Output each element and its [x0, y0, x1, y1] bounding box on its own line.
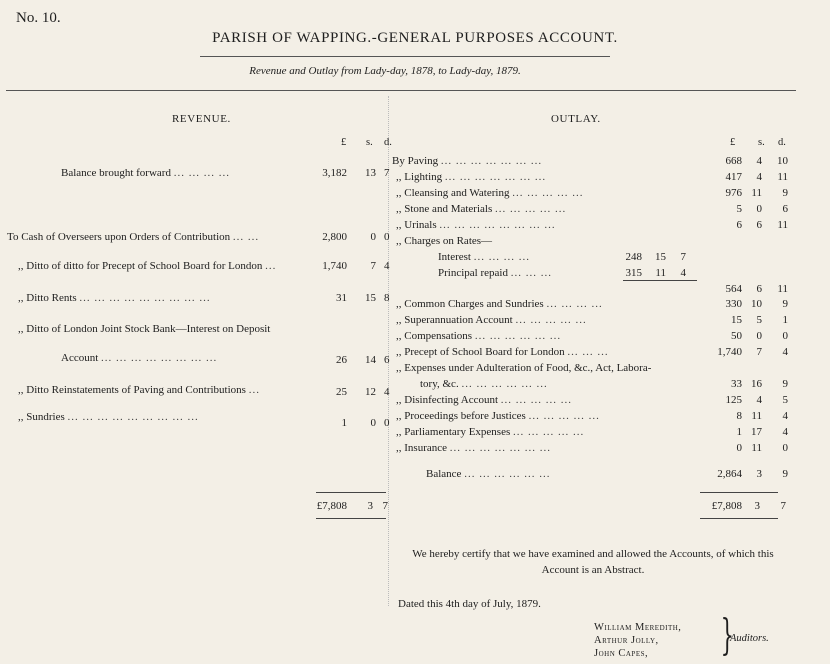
revenue-row-label: Account ... ... ... ... ... ... ... ...: [61, 352, 218, 364]
outlay-row-label: ,, Parliamentary Expenses ... ... ... ... ...: [396, 426, 585, 438]
revenue-row-shillings: 14: [365, 354, 376, 366]
outlay-row-label: Balance ... ... ... ... ... ...: [426, 468, 551, 480]
auditor-name: John Capes,: [594, 648, 649, 659]
outlay-row-pence: 1: [782, 314, 788, 326]
outlay-row-shillings: 10: [751, 298, 762, 310]
title-rule: [200, 56, 610, 57]
outlay-row-pence: 9: [782, 378, 788, 390]
outlay-sub-shillings: 11: [655, 267, 666, 279]
auditors-label: Auditors.: [730, 633, 769, 644]
outlay-row-pence: 11: [777, 219, 788, 231]
outlay-row-pence: 6: [782, 203, 788, 215]
revenue-row-pounds: 1: [341, 417, 347, 429]
outlay-heading: OUTLAY.: [551, 113, 601, 125]
revenue-row-pence: 4: [384, 386, 390, 398]
outlay-row-shillings: 11: [751, 410, 762, 422]
outlay-total-pounds: £7,808: [711, 500, 742, 512]
outlay-row-pounds: 417: [725, 171, 742, 183]
outlay-row-label: ,, Proceedings before Justices ... ... ... ... ...: [396, 410, 600, 422]
revenue-unit-pence: d.: [384, 137, 392, 148]
outlay-row-shillings: 16: [751, 378, 762, 390]
outlay-sub-pence: 4: [680, 267, 686, 279]
revenue-row-label: ,, Ditto of ditto for Precept of School Board for London ...: [18, 260, 277, 272]
outlay-row-pounds: 0: [736, 442, 742, 454]
outlay-row-pounds: 564: [725, 283, 742, 295]
outlay-row-shillings: 0: [756, 203, 762, 215]
revenue-unit-pounds: £: [341, 137, 347, 148]
auditor-name: William Meredith,: [594, 622, 682, 633]
outlay-total-pence: 7: [780, 500, 786, 512]
outlay-row-shillings: 17: [751, 426, 762, 438]
outlay-total-rule: [700, 492, 778, 493]
outlay-row-pounds: 50: [731, 330, 742, 342]
outlay-row-shillings: 6: [756, 283, 762, 295]
page-number: No. 10.: [16, 10, 61, 26]
revenue-total-rule: [316, 492, 386, 493]
outlay-row-label: ,, Charges on Rates—: [396, 235, 493, 247]
outlay-sub-pence: 7: [680, 251, 686, 263]
outlay-row-pence: 11: [777, 171, 788, 183]
outlay-row-pounds: 8: [736, 410, 742, 422]
revenue-row-label: ,, Ditto of London Joint Stock Bank—Interest on Deposit: [18, 323, 271, 335]
outlay-total-rule-bottom: [700, 518, 778, 519]
revenue-unit-shillings: s.: [366, 137, 373, 148]
auditor-name: Arthur Jolly,: [594, 635, 659, 646]
dated-text: Dated this 4th day of July, 1879.: [398, 598, 541, 610]
revenue-row-pounds: 26: [336, 354, 347, 366]
outlay-row-label: ,, Precept of School Board for London ... ... ...: [396, 346, 609, 358]
outlay-row-pounds: 15: [731, 314, 742, 326]
outlay-row-label: ,, Insurance ... ... ... ... ... ... ...: [396, 442, 552, 454]
outlay-unit-pence: d.: [778, 137, 786, 148]
outlay-row-shillings: 7: [756, 346, 762, 358]
outlay-unit-pounds: £: [730, 137, 736, 148]
outlay-row-pence: 9: [782, 468, 788, 480]
revenue-row-pence: 7: [384, 167, 390, 179]
outlay-row-label: ,, Lighting ... ... ... ... ... ... ...: [396, 171, 547, 183]
outlay-row-label: By Paving ... ... ... ... ... ... ...: [392, 155, 543, 167]
outlay-row-label: ,, Cleansing and Watering ... ... ... ... ...: [396, 187, 584, 199]
outlay-row-shillings: 6: [756, 219, 762, 231]
outlay-row-pounds: 6: [736, 219, 742, 231]
revenue-row-label: ,, Sundries ... ... ... ... ... ... ... ... ...: [18, 411, 199, 423]
charges-subtotal-rule: [623, 280, 697, 281]
revenue-row-pence: 0: [384, 417, 390, 429]
outlay-total-shillings: 3: [754, 500, 760, 512]
outlay-row-label: ,, Superannuation Account ... ... ... ... ...: [396, 314, 587, 326]
outlay-sub-pounds: 248: [625, 251, 642, 263]
revenue-row-shillings: 7: [370, 260, 376, 272]
outlay-row-pence: 10: [777, 155, 788, 167]
outlay-row-shillings: 0: [756, 330, 762, 342]
revenue-total-pence: 7: [382, 500, 388, 512]
outlay-row-pence: 0: [782, 330, 788, 342]
header-rule: [6, 90, 796, 91]
revenue-row-pounds: 2,800: [322, 231, 347, 243]
outlay-row-pence: 4: [782, 346, 788, 358]
revenue-row-shillings: 12: [365, 386, 376, 398]
revenue-row-pounds: 1,740: [322, 260, 347, 272]
revenue-row-shillings: 15: [365, 292, 376, 304]
outlay-row-label: ,, Compensations ... ... ... ... ... ...: [396, 330, 562, 342]
outlay-row-pence: 4: [782, 410, 788, 422]
outlay-row-pence: 4: [782, 426, 788, 438]
page-subtitle: Revenue and Outlay from Lady-day, 1878, to Lady-day, 1879.: [249, 65, 521, 77]
auditor-brace: }: [720, 610, 735, 659]
outlay-row-pounds: 1: [736, 426, 742, 438]
revenue-row-pounds: 3,182: [322, 167, 347, 179]
outlay-row-shillings: 3: [756, 468, 762, 480]
outlay-row-pence: 9: [782, 187, 788, 199]
outlay-row-label: Interest ... ... ... ...: [438, 251, 530, 263]
revenue-total-pounds: £7,808: [316, 500, 347, 512]
outlay-row-label: ,, Stone and Materials ... ... ... ... ...: [396, 203, 567, 215]
outlay-sub-pounds: 315: [625, 267, 642, 279]
revenue-total-rule-bottom: [316, 518, 386, 519]
outlay-row-shillings: 5: [756, 314, 762, 326]
outlay-row-shillings: 4: [756, 155, 762, 167]
revenue-total-shillings: 3: [367, 500, 373, 512]
revenue-row-label: ,, Ditto Rents ... ... ... ... ... ... ... ... ...: [18, 292, 211, 304]
revenue-row-pence: 6: [384, 354, 390, 366]
page-title: PARISH OF WAPPING.-GENERAL PURPOSES ACCOUNT.: [212, 30, 618, 46]
revenue-row-pounds: 31: [336, 292, 347, 304]
outlay-row-pence: 11: [777, 283, 788, 295]
outlay-row-label: ,, Expenses under Adulteration of Food, &c., Act, Labora-: [396, 362, 652, 374]
outlay-row-pounds: 668: [725, 155, 742, 167]
outlay-row-pounds: 125: [725, 394, 742, 406]
revenue-row-pounds: 25: [336, 386, 347, 398]
revenue-row-shillings: 0: [370, 417, 376, 429]
outlay-row-label: ,, Disinfecting Account ... ... ... ... ...: [396, 394, 573, 406]
revenue-row-pence: 4: [384, 260, 390, 272]
outlay-row-shillings: 11: [751, 187, 762, 199]
outlay-row-label: ,, Common Charges and Sundries ... ... ... ...: [396, 298, 603, 310]
outlay-row-shillings: 11: [751, 442, 762, 454]
outlay-row-pounds: 976: [725, 187, 742, 199]
auditor-names: [594, 621, 681, 660]
outlay-row-shillings: 4: [756, 394, 762, 406]
outlay-row-pence: 5: [782, 394, 788, 406]
outlay-row-pounds: 330: [725, 298, 742, 310]
revenue-row-label: ,, Ditto Reinstatements of Paving and Contributions ...: [18, 384, 260, 396]
outlay-sub-shillings: 15: [655, 251, 666, 263]
outlay-unit-shillings: s.: [758, 137, 765, 148]
outlay-row-pounds: 1,740: [717, 346, 742, 358]
revenue-row-shillings: 0: [370, 231, 376, 243]
outlay-row-label: Principal repaid ... ... ...: [438, 267, 552, 279]
outlay-row-pounds: 5: [736, 203, 742, 215]
outlay-row-label: tory, &c. ... ... ... ... ... ...: [420, 378, 548, 390]
revenue-heading: REVENUE.: [172, 113, 231, 125]
revenue-row-shillings: 13: [365, 167, 376, 179]
revenue-row-pence: 0: [384, 231, 390, 243]
certification-text: We hereby certify that we have examined and allowed the Accounts, of which this Account is an Abstract.: [412, 548, 774, 576]
outlay-row-shillings: 4: [756, 171, 762, 183]
outlay-row-pence: 9: [782, 298, 788, 310]
outlay-row-pounds: 2,864: [717, 468, 742, 480]
outlay-row-pounds: 33: [731, 378, 742, 390]
outlay-row-pence: 0: [782, 442, 788, 454]
revenue-row-pence: 8: [384, 292, 390, 304]
revenue-row-label: Balance brought forward ... ... ... ...: [61, 167, 230, 179]
outlay-row-label: ,, Urinals ... ... ... ... ... ... ... ...: [396, 219, 556, 231]
revenue-row-label: To Cash of Overseers upon Orders of Contribution ... ...: [7, 231, 260, 243]
